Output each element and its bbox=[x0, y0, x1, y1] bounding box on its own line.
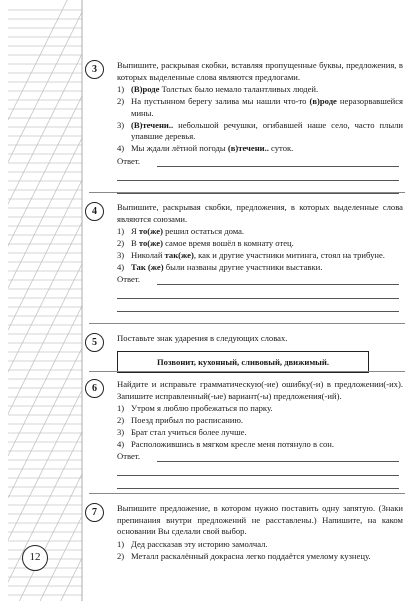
task-6 bbox=[89, 379, 403, 489]
task-instruction: Выпишите, раскрывая скобки, вставляя пропущенные буквы, предложения, в которых выделенные слова являются предлогами. bbox=[117, 60, 403, 82]
task-instruction: Поставьте знак ударения в следующих словах. bbox=[117, 333, 288, 343]
task-5 bbox=[89, 333, 403, 373]
answer-label: Ответ. bbox=[117, 451, 141, 462]
task-number: 6 bbox=[85, 379, 104, 398]
task-number: 3 bbox=[85, 60, 104, 79]
list-item: 2) Металл раскалённый докрасна легко поддаётся умелому кузнецу. bbox=[117, 550, 371, 561]
answer-field[interactable] bbox=[117, 274, 403, 286]
section-divider bbox=[89, 323, 405, 324]
list-item: 2) Поезд прибыл по расписанию. bbox=[117, 415, 244, 426]
list-item: 3) Брат стал учиться более лучше. bbox=[117, 426, 247, 437]
answer-line[interactable] bbox=[117, 286, 399, 299]
list-item: 1) Дед рассказав эту историю замолчал. bbox=[117, 539, 268, 550]
list-item: 2) В то(же) самое время вошёл в комнату отец. bbox=[117, 238, 294, 249]
words-box: Позвонит, кухонный, сливовый, движимый. bbox=[117, 351, 369, 373]
section-divider bbox=[89, 192, 405, 193]
task-instruction: Выпишите предложение, в котором нужно поставить одну запятую. (Знаки препинания внутри предложений не расставлены.) Напишите, на каком основании Вы сделали свой выбор. bbox=[117, 503, 403, 537]
answer-field[interactable] bbox=[117, 156, 403, 168]
list-item: 2) На пустынном берегу залива мы нашли что-то (в)роде неразорвавшейся мины. bbox=[117, 96, 404, 118]
list-item: 3) (В)течени.. небольшой речушки, огибавшей наше село, часто плыли упавшие деревья. bbox=[117, 119, 403, 142]
answer-line[interactable] bbox=[117, 463, 399, 476]
task-number: 7 bbox=[85, 503, 104, 522]
page-number: 12 bbox=[22, 545, 48, 571]
answer-label: Ответ. bbox=[117, 155, 141, 166]
section-divider bbox=[89, 371, 405, 372]
list-item: 4) Мы ждали лётной погоды (в)течени.. суток. bbox=[117, 142, 294, 153]
answer-line[interactable] bbox=[117, 476, 399, 489]
task-number: 5 bbox=[85, 333, 104, 352]
list-item: 4) Так (же) были названы другие участники выставки. bbox=[117, 261, 323, 272]
list-item: 1) (В)роде Толстых было немало талантливых людей. bbox=[117, 84, 319, 95]
answer-label: Ответ. bbox=[117, 274, 141, 285]
task-instruction: Найдите и исправьте грамматическую(-ие) ошибку(-и) в предложении(-их). Запишите исправленный(-ые) вариант(-ы) предложения(-ий). bbox=[117, 379, 403, 401]
list-item: 4) Расположившись в мягком кресле меня потянуло в сон. bbox=[117, 438, 335, 449]
task-7 bbox=[89, 503, 403, 563]
list-item: 3) Николай так(же), как и другие участники митинга, стоял на трибуне. bbox=[117, 249, 385, 260]
task-number: 4 bbox=[85, 202, 104, 221]
task-3 bbox=[89, 60, 403, 194]
answer-field[interactable] bbox=[117, 451, 403, 463]
answer-line[interactable] bbox=[117, 299, 399, 312]
list-item: 1) Утром я люблю пробежаться по парку. bbox=[117, 403, 273, 414]
task-instruction: Выпишите, раскрывая скобки, предложения, в которых выделенные слова являются союзами. bbox=[117, 202, 403, 224]
list-item: 1) Я то(же) решил остаться дома. bbox=[117, 226, 245, 237]
answer-line[interactable] bbox=[117, 168, 399, 181]
section-divider bbox=[89, 493, 405, 494]
task-4 bbox=[89, 202, 403, 312]
